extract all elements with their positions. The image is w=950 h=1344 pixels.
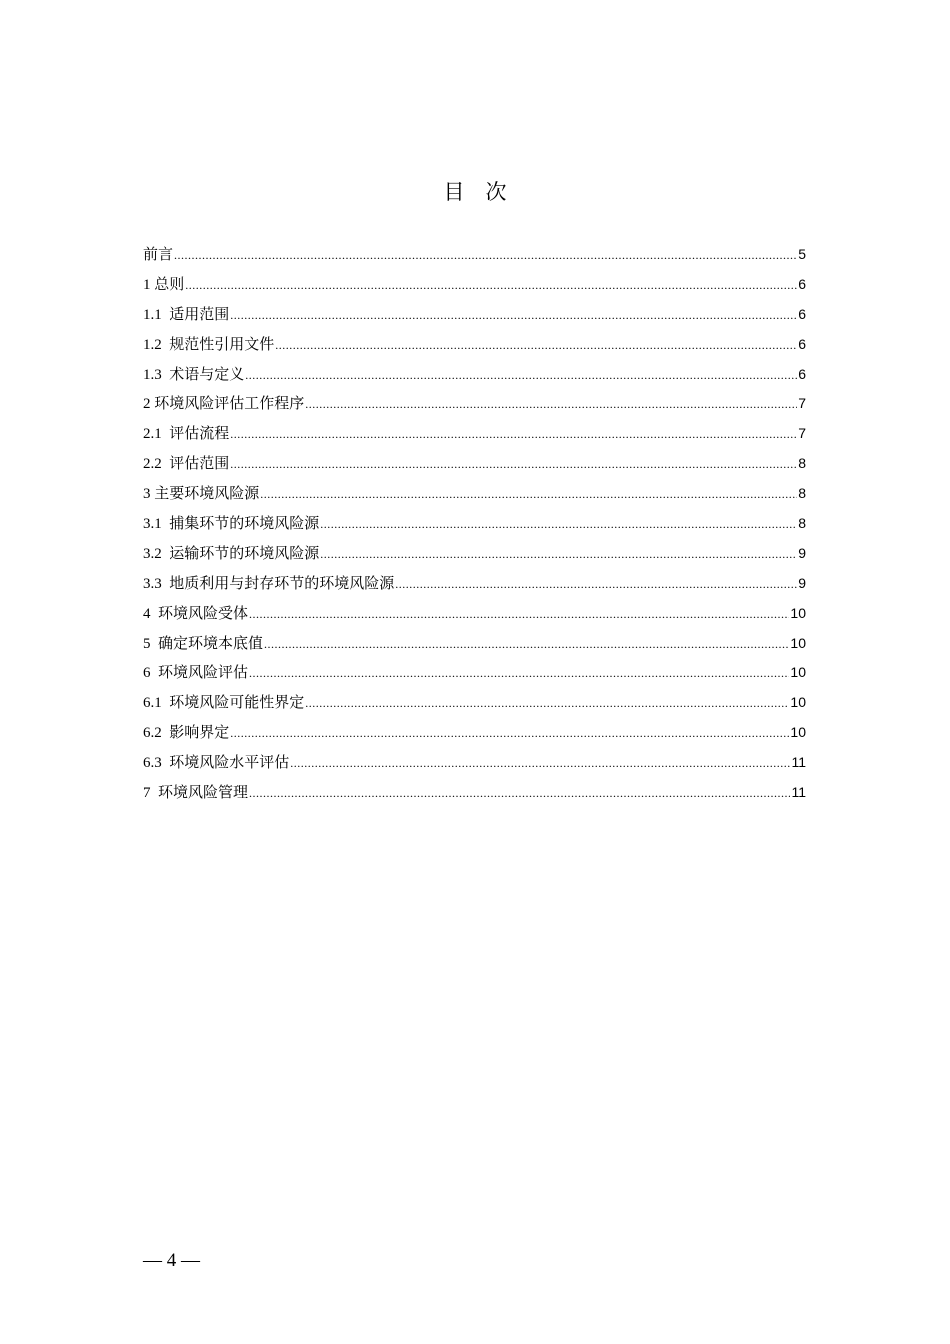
toc-entry-label: [143, 602, 248, 625]
toc-entry[interactable]: [143, 661, 806, 691]
toc-dot-leader: [174, 244, 797, 266]
toc-section-title: 规范性引用文件: [169, 334, 275, 353]
toc-entry-label: [143, 303, 229, 326]
toc-section-title: 捕集环节的环境风险源: [169, 514, 320, 533]
toc-page-number: 6: [798, 305, 806, 322]
toc-section-title: 环境风险管理: [158, 783, 249, 802]
toc-dot-leader: [320, 543, 797, 565]
toc-entry[interactable]: [143, 512, 806, 542]
toc-entry-label: [143, 243, 173, 265]
toc-dot-leader: [290, 752, 790, 774]
toc-section-title: 环境风险评估: [158, 663, 249, 682]
toc-entry[interactable]: [143, 452, 806, 482]
toc-dot-leader: [185, 274, 797, 296]
toc-entry-label: [143, 781, 248, 804]
toc-section-number: 6.3: [143, 755, 170, 772]
toc-entry-label: [143, 363, 244, 386]
table-of-contents: [143, 243, 806, 811]
toc-page-number: 6: [798, 335, 806, 352]
toc-entry[interactable]: [143, 751, 806, 781]
toc-page-number: 5: [798, 246, 806, 262]
toc-page-number: 8: [798, 455, 806, 472]
toc-page-number: 9: [798, 574, 806, 591]
toc-page-number: 8: [798, 485, 806, 502]
toc-entry[interactable]: [143, 542, 806, 572]
toc-section-number: 6.1: [143, 695, 170, 712]
toc-section-number: 3.3: [143, 575, 170, 592]
toc-entry-label: [143, 482, 259, 505]
toc-section-title: 运输环节的环境风险源: [169, 543, 320, 562]
toc-dot-leader: [260, 483, 797, 505]
toc-section-number: 2.1: [143, 426, 170, 443]
toc-section-title: 术语与定义: [169, 364, 245, 383]
toc-page-number: 6: [798, 365, 806, 382]
toc-entry-label: [143, 422, 229, 445]
toc-page-number: 8: [798, 515, 806, 532]
toc-entry-label: [143, 572, 394, 595]
toc-section-number: 1.1: [143, 306, 170, 323]
toc-page-number: 10: [790, 694, 806, 711]
toc-section-title: 环境风险可能性界定: [169, 693, 305, 712]
toc-section-number: 2.2: [143, 456, 170, 473]
toc-section-title: 确定环境本底值: [158, 633, 264, 652]
toc-dot-leader: [245, 364, 797, 386]
toc-page-number: 7: [798, 395, 806, 412]
toc-dot-leader: [230, 423, 797, 445]
toc-page-number: 7: [798, 425, 806, 442]
toc-entry[interactable]: [143, 333, 806, 363]
toc-dot-leader: [275, 334, 797, 356]
toc-entry-label: [143, 452, 229, 475]
toc-section-number: 1.2: [143, 336, 170, 353]
toc-section-title: 评估范围: [169, 454, 230, 473]
toc-section-title: 主要环境风险源: [154, 484, 260, 503]
toc-entry[interactable]: [143, 572, 806, 602]
toc-entry-label: [143, 751, 289, 774]
page-title: [0, 176, 950, 206]
toc-section-title: 环境风险受体: [158, 603, 249, 622]
toc-section-title: 评估流程: [169, 424, 230, 443]
toc-entry[interactable]: [143, 721, 806, 751]
toc-section-number: 3.2: [143, 545, 170, 562]
toc-entry[interactable]: [143, 303, 806, 333]
toc-section-title: 适用范围: [169, 304, 230, 323]
toc-dot-leader: [305, 393, 797, 415]
toc-entry-label: [143, 333, 274, 356]
toc-entry-label: [143, 542, 319, 565]
toc-page-number: 10: [790, 634, 806, 651]
toc-page-number: 6: [798, 275, 806, 292]
toc-entry[interactable]: [143, 422, 806, 452]
toc-entry-label: [143, 392, 304, 415]
page-number-footer: — 4 —: [143, 1250, 200, 1271]
toc-section-title: 地质利用与封存环节的环境风险源: [169, 573, 395, 592]
toc-dot-leader: [249, 603, 789, 625]
toc-section-number: 5: [143, 635, 158, 652]
toc-entry[interactable]: [143, 243, 806, 273]
toc-dot-leader: [230, 453, 797, 475]
toc-section-title: 前言: [143, 245, 174, 263]
toc-dot-leader: [395, 573, 797, 595]
toc-section-number: 2: [143, 396, 155, 413]
toc-entry-label: [143, 632, 263, 655]
toc-section-title: 总则: [154, 274, 185, 293]
title-text: 目 次: [443, 180, 507, 204]
toc-section-number: 4: [143, 605, 158, 622]
toc-page-number: 10: [790, 604, 806, 621]
toc-section-number: 7: [143, 785, 158, 802]
toc-entry-label: [143, 691, 304, 714]
toc-dot-leader: [264, 633, 789, 655]
toc-section-number: 1: [143, 276, 155, 293]
toc-entry[interactable]: [143, 273, 806, 303]
toc-section-title: 环境风险水平评估: [169, 753, 290, 772]
toc-section-number: 3.1: [143, 516, 170, 533]
toc-entry[interactable]: [143, 781, 806, 811]
toc-entry-label: [143, 512, 319, 535]
toc-entry[interactable]: [143, 482, 806, 512]
toc-dot-leader: [305, 692, 789, 714]
toc-section-number: 6: [143, 665, 158, 682]
toc-entry[interactable]: [143, 691, 806, 721]
toc-section-title: 影响界定: [169, 723, 230, 742]
toc-dot-leader: [249, 662, 789, 684]
toc-page-number: 10: [790, 664, 806, 681]
toc-entry[interactable]: [143, 363, 806, 393]
toc-dot-leader: [320, 513, 797, 535]
toc-page-number: 11: [791, 784, 806, 801]
toc-entry-label: [143, 721, 229, 744]
toc-page-number: 9: [798, 544, 806, 561]
toc-entry-label: [143, 661, 248, 684]
toc-dot-leader: [230, 722, 789, 744]
toc-section-title: 环境风险评估工作程序: [154, 394, 305, 413]
toc-section-number: 6.2: [143, 725, 170, 742]
toc-entry[interactable]: [143, 632, 806, 662]
toc-entry[interactable]: [143, 602, 806, 632]
toc-dot-leader: [230, 304, 797, 326]
toc-page-number: 10: [790, 724, 806, 741]
toc-section-number: 1.3: [143, 366, 170, 383]
toc-page-number: 11: [791, 754, 806, 771]
toc-entry-label: [143, 273, 184, 296]
toc-entry[interactable]: [143, 392, 806, 422]
toc-section-number: 3: [143, 486, 155, 503]
toc-dot-leader: [249, 782, 790, 804]
